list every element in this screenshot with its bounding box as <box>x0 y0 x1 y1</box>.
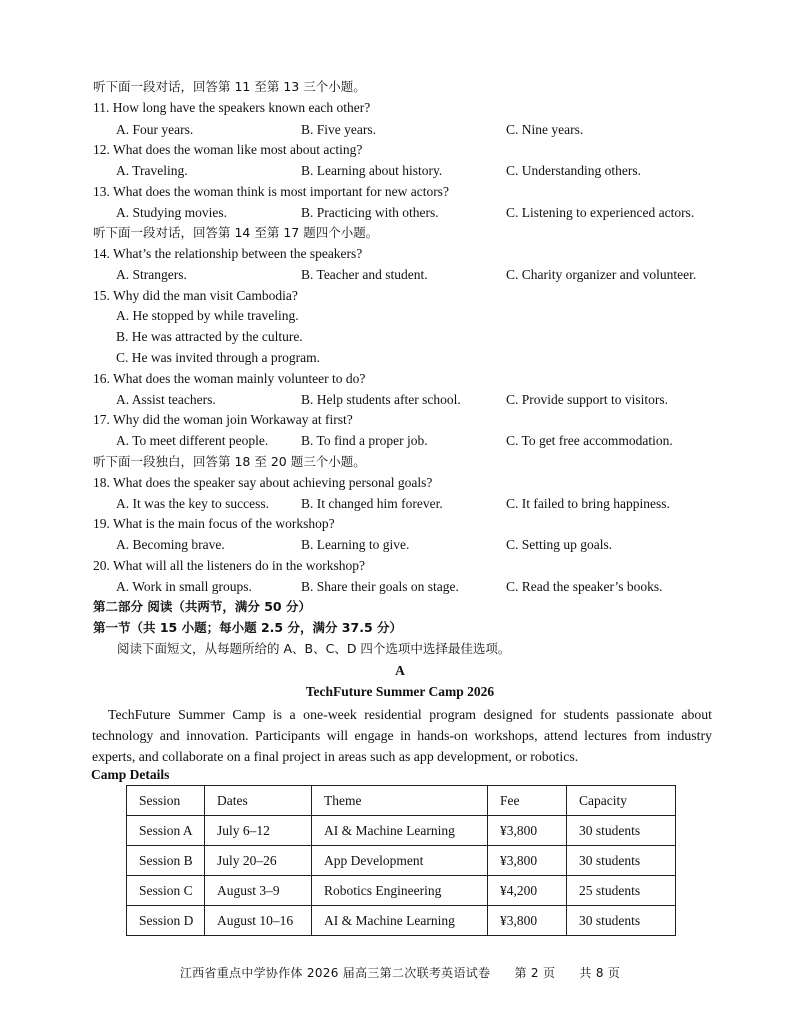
table-row <box>127 906 676 936</box>
options-12 <box>0 162 800 180</box>
question-17: 17. Why did the woman join Workaway at first? <box>93 412 353 427</box>
table-header: Capacity <box>567 786 676 816</box>
table-cell: ¥3,800 <box>488 816 567 846</box>
option-c: C. Charity organizer and volunteer. <box>506 267 697 282</box>
table-cell: August 3–9 <box>205 876 312 906</box>
option-b: B. Learning about history. <box>301 163 443 178</box>
table-header: Theme <box>312 786 488 816</box>
option-c: C. Read the speaker’s books. <box>506 579 663 594</box>
table-cell: 25 students <box>567 876 676 906</box>
options-20 <box>0 578 800 596</box>
passage-body: TechFuture Summer Camp is a one-week residential program designed for students passionate about technology and innovation. Participants will engage in hands-on workshops, attend lectures from industry experts, and collaborate on a final project in areas such as app development, or robotics. <box>92 707 712 764</box>
question-18: 18. What does the speaker say about achieving personal goals? <box>93 475 433 490</box>
table-cell: ¥3,800 <box>488 906 567 936</box>
table-cell: 30 students <box>567 906 676 936</box>
table-cell: 30 students <box>567 816 676 846</box>
monologue-instruction-18-20: 听下面一段独白，回答第 18 至 20 题三个小题。 <box>93 454 366 469</box>
question-16: 16. What does the woman mainly volunteer to do? <box>93 371 366 386</box>
part2-title: 第二部分 阅读（共两节，满分 50 分） <box>93 599 311 614</box>
options-11 <box>0 121 800 139</box>
option-a: A. Studying movies. <box>116 205 228 220</box>
option-a: A. Four years. <box>116 122 194 137</box>
table-header: Dates <box>205 786 312 816</box>
option-b: B. To find a proper job. <box>301 433 428 448</box>
option-c: C. To get free accommodation. <box>506 433 673 448</box>
dialog-instruction-14-17: 听下面一段对话，回答第 14 至第 17 题四个小题。 <box>93 225 379 240</box>
question-19: 19. What is the main focus of the workshop? <box>93 516 335 531</box>
table-cell: App Development <box>312 846 488 876</box>
table-cell: ¥4,200 <box>488 876 567 906</box>
table-cell: July 6–12 <box>205 816 312 846</box>
table-row <box>127 846 676 876</box>
option-c: C. He was invited through a program. <box>116 350 320 365</box>
option-b: B. Help students after school. <box>301 392 461 407</box>
option-a: A. Traveling. <box>116 163 188 178</box>
option-c: C. Nine years. <box>506 122 584 137</box>
option-a: A. Becoming brave. <box>116 537 225 552</box>
option-a: A. He stopped by while traveling. <box>116 308 299 323</box>
options-13 <box>0 204 800 222</box>
table-header: Session <box>127 786 205 816</box>
camp-details-table <box>126 785 676 936</box>
footer-exam-title: 江西省重点中学协作体 2026 届高三第二次联考英语试卷 <box>179 966 491 980</box>
table-cell: AI & Machine Learning <box>312 906 488 936</box>
option-a: A. Work in small groups. <box>116 579 252 594</box>
option-a: A. To meet different people. <box>116 433 269 448</box>
option-c: C. Provide support to visitors. <box>506 392 669 407</box>
table-cell: Session C <box>127 876 205 906</box>
option-a: A. Strangers. <box>116 267 187 282</box>
reading-instruction: 阅读下面短文，从每题所给的 A、B、C、D 四个选项中选择最佳选项。 <box>117 641 511 656</box>
footer-total-pages: 共 8 页 <box>579 966 621 980</box>
table-header-row <box>127 786 676 816</box>
passage-title: TechFuture Summer Camp 2026 <box>305 684 495 699</box>
question-13: 13. What does the woman think is most important for new actors? <box>93 184 449 199</box>
option-b: B. Teacher and student. <box>301 267 428 282</box>
camp-details-heading: Camp Details <box>91 767 170 782</box>
option-c: C. It failed to bring happiness. <box>506 496 670 511</box>
option-c: C. Listening to experienced actors. <box>506 205 695 220</box>
table-row <box>127 876 676 906</box>
question-20: 20. What will all the listeners do in the workshop? <box>93 558 365 573</box>
question-14: 14. What’s the relationship between the speakers? <box>93 246 363 261</box>
table-cell: 30 students <box>567 846 676 876</box>
option-b: B. It changed him forever. <box>301 496 443 511</box>
option-a: A. Assist teachers. <box>116 392 216 407</box>
options-19 <box>0 536 800 554</box>
question-11: 11. How long have the speakers known each other? <box>93 100 371 115</box>
table-row <box>127 816 676 846</box>
footer-page-number: 第 2 页 <box>514 966 556 980</box>
option-b: B. Practicing with others. <box>301 205 439 220</box>
option-b: B. He was attracted by the culture. <box>116 329 303 344</box>
passage-letter: A <box>395 663 405 678</box>
option-b: B. Share their goals on stage. <box>301 579 459 594</box>
table-cell: Session A <box>127 816 205 846</box>
table-header: Fee <box>488 786 567 816</box>
table-cell: August 10–16 <box>205 906 312 936</box>
table-cell: Session B <box>127 846 205 876</box>
option-b: B. Five years. <box>301 122 376 137</box>
section1-title: 第一节（共 15 小题；每小题 2.5 分，满分 37.5 分） <box>93 620 402 635</box>
table-cell: Robotics Engineering <box>312 876 488 906</box>
dialog-instruction-11-13: 听下面一段对话，回答第 11 至第 13 三个小题。 <box>93 79 366 94</box>
option-b: B. Learning to give. <box>301 537 410 552</box>
option-a: A. It was the key to success. <box>116 496 269 511</box>
question-15: 15. Why did the man visit Cambodia? <box>93 288 298 303</box>
table-cell: July 20–26 <box>205 846 312 876</box>
table-cell: ¥3,800 <box>488 846 567 876</box>
options-17 <box>0 432 800 450</box>
table-cell: Session D <box>127 906 205 936</box>
options-14 <box>0 266 800 284</box>
options-18 <box>0 495 800 513</box>
options-16 <box>0 391 800 409</box>
option-c: C. Setting up goals. <box>506 537 613 552</box>
option-c: C. Understanding others. <box>506 163 641 178</box>
page-footer <box>0 964 800 981</box>
question-12: 12. What does the woman like most about acting? <box>93 142 363 157</box>
table-cell: AI & Machine Learning <box>312 816 488 846</box>
